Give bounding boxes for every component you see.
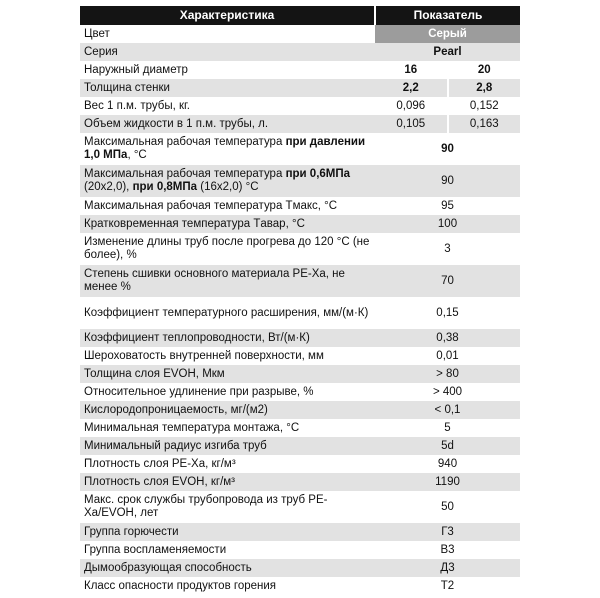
row-label: Плотность слоя EVOH, кг/м³	[80, 473, 375, 491]
row-label: Минимальный радиус изгиба труб	[80, 437, 375, 455]
table-row	[80, 365, 520, 383]
table-row	[80, 165, 520, 197]
row-value: 5	[444, 421, 451, 434]
row-value: Г3	[375, 523, 520, 541]
table-row	[80, 419, 520, 437]
row-label: Кратковременная температура Tавар, °С	[80, 215, 375, 233]
row-label: Макс. срок службы трубопровода из труб PE-Xa/EVOH, лет	[84, 494, 328, 519]
table-row	[80, 541, 520, 559]
table-row	[80, 265, 520, 297]
row-label: Максимальная рабочая температура при 0,6МПа (20х2,0), при 0,8МПа (16х2,0) °С	[80, 165, 375, 197]
table-row	[80, 577, 520, 595]
row-value: Серый	[375, 25, 520, 43]
spec-table	[80, 6, 520, 595]
row-value: 95	[441, 199, 454, 212]
row-value: 940	[437, 457, 458, 470]
row-value-20: 0,163	[448, 115, 521, 133]
row-label: Максимальная рабочая температура при давлении 1,0 МПа, °С	[84, 136, 366, 161]
table-row	[80, 437, 520, 455]
row-value: > 80	[375, 365, 520, 383]
row-value-20: 0,152	[448, 97, 521, 115]
row-label: Коэффициент температурного расширения, мм/(м·К)	[84, 306, 369, 319]
row-label: Группа горючести	[80, 523, 375, 541]
table-row	[80, 383, 520, 401]
row-label: Кислородопроницаемость, мг/(м2)	[80, 401, 375, 419]
table-row	[80, 215, 520, 233]
row-value: Д3	[375, 559, 520, 577]
table-row	[80, 97, 520, 115]
row-label: Шероховатость внутренней поверхности, мм	[84, 349, 324, 362]
row-value: 0,15	[436, 306, 459, 319]
row-value: В3	[440, 543, 455, 556]
header-value: Показатель	[375, 6, 520, 25]
row-value: 70	[375, 265, 520, 297]
row-label: Класс опасности продуктов горения	[84, 579, 277, 592]
table-row	[80, 559, 520, 577]
row-label: Серия	[80, 43, 375, 61]
row-value: Pearl	[375, 43, 520, 61]
row-label: Толщина стенки	[80, 79, 375, 97]
row-label: Изменение длины труб после прогрева до 120 °С (не более), %	[84, 236, 370, 261]
row-value-16: 16	[404, 63, 418, 76]
table-row	[80, 401, 520, 419]
row-value-20: 2,8	[448, 79, 521, 97]
row-value: 90	[375, 165, 520, 197]
row-label: Плотность слоя PE-Xa, кг/м³	[84, 457, 236, 470]
table-row	[80, 233, 520, 265]
table-row	[80, 297, 520, 329]
row-value: 0,38	[375, 329, 520, 347]
row-value-20: 20	[448, 61, 521, 79]
row-value: < 0,1	[375, 401, 520, 419]
table-row	[80, 455, 520, 473]
row-value: 3	[444, 242, 451, 255]
table-row	[80, 473, 520, 491]
table-header	[80, 6, 520, 25]
row-label: Цвет	[84, 27, 110, 40]
row-label: Объем жидкости в 1 п.м. трубы, л.	[80, 115, 375, 133]
row-label: Дымообразующая способность	[80, 559, 375, 577]
row-value-16: 0,096	[396, 99, 426, 112]
header-characteristic: Характеристика	[80, 6, 375, 25]
row-value: 0,01	[436, 349, 459, 362]
table-row	[80, 115, 520, 133]
row-value-16: 0,105	[375, 115, 448, 133]
row-value: Т2	[440, 579, 455, 592]
row-value: 1190	[375, 473, 520, 491]
row-label: Наружный диаметр	[84, 63, 188, 76]
table-row	[80, 347, 520, 365]
table-row	[80, 43, 520, 61]
row-label: Относительное удлинение при разрыве, %	[84, 385, 314, 398]
row-value: 90	[441, 142, 454, 155]
row-label: Вес 1 п.м. трубы, кг.	[84, 99, 190, 112]
row-label: Толщина слоя EVOH, Мкм	[80, 365, 375, 383]
row-value: 5d	[375, 437, 520, 455]
row-label: Максимальная рабочая температура Tмакс, °С	[84, 199, 338, 212]
table-row	[80, 61, 520, 79]
table-row	[80, 491, 520, 523]
table-row	[80, 133, 520, 165]
row-value-16: 2,2	[375, 79, 448, 97]
row-value: 50	[441, 500, 454, 513]
row-label: Коэффициент теплопроводности, Вт/(м·К)	[80, 329, 375, 347]
table-row	[80, 329, 520, 347]
table-row	[80, 523, 520, 541]
row-label: Минимальная температура монтажа, °С	[84, 421, 300, 434]
row-label: Степень сшивки основного материала PE-Xa, не менее %	[80, 265, 375, 297]
row-label: Группа воспламеняемости	[84, 543, 227, 556]
row-value: 100	[375, 215, 520, 233]
table-row	[80, 197, 520, 215]
table-row	[80, 79, 520, 97]
row-value: > 400	[432, 385, 463, 398]
table-row	[80, 25, 520, 43]
